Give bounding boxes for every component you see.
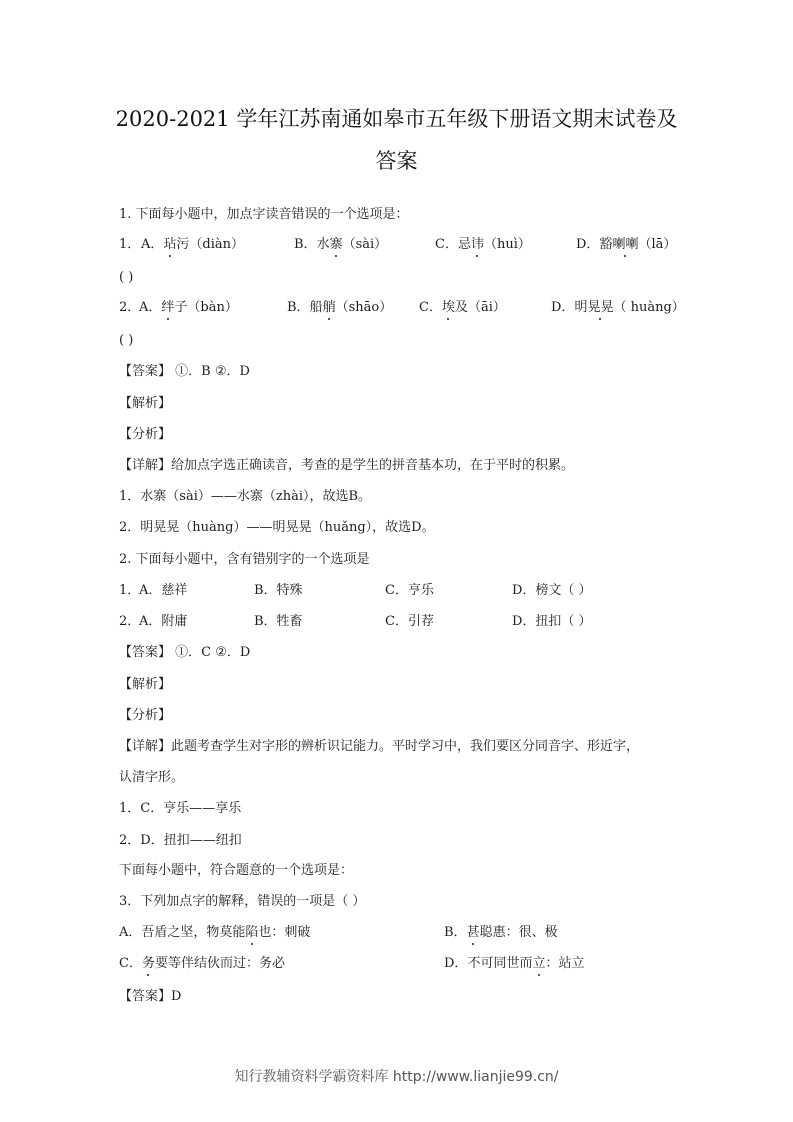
- q2-sub1-option-d: D．榜文（ ）: [512, 583, 592, 598]
- q1-explanation: 【详解】给加点字选正确读音，考查的是学生的拼音基本功，在于平时的积累。: [119, 458, 575, 473]
- q1-jiexi-label: 【解析】: [119, 396, 172, 411]
- dotted-char: 讳: [470, 237, 484, 252]
- q3-stem: 3．下列加点字的解释，错误的一项是（ ）: [119, 894, 366, 909]
- q1-sub2-answer-blank: ( ): [119, 333, 134, 348]
- q1-sub2-option-a: A．绊子（bàn）: [139, 300, 238, 315]
- q1-stem: 1. 下面每小题中，加点字读音错误的一个选项是：: [119, 207, 409, 222]
- q2-jiexi-label: 【解析】: [119, 677, 172, 692]
- q3-intro: 下面每小题中，符合题意的一个选项是：: [119, 863, 354, 878]
- dotted-char: 陷: [245, 925, 259, 940]
- q1-sub2-option-d: D．明晃晃（ huàng）: [551, 300, 685, 315]
- q2-sub2-option-a: A．附庸: [139, 614, 188, 629]
- q2-explanation-1: 【详解】此题考查学生对字形的辨析识记能力。平时学习中，我们要区分同音字、形近字，: [119, 739, 640, 754]
- q2-stem: 2. 下面每小题中，含有错别字的一个选项是: [119, 552, 370, 567]
- q1-sub1-num: 1．: [119, 237, 141, 252]
- q1-sub1-answer-blank: ( ): [119, 270, 134, 285]
- q2-fenxi-label: 【分析】: [119, 708, 172, 723]
- q3-answer: 【答案】D: [119, 989, 182, 1004]
- q2-sub1-num: 1．: [119, 583, 141, 598]
- q1-sub1-option-d: D．豁喇喇（lā）: [576, 237, 677, 252]
- q1-sub1-option-c: C．忌讳（huì）: [435, 237, 531, 252]
- q1-sub2-option-c: C．埃及（āi）: [419, 300, 506, 315]
- q3-option-d: D．不可同世而立：站立: [444, 956, 585, 971]
- q1-sub1-option-a: A．玷污（diàn）: [141, 237, 245, 252]
- footer-watermark: 知行教辅资料学霸资料库 http://www.lianjie99.cn/: [234, 1069, 559, 1085]
- q1-fenxi-label: 【分析】: [119, 427, 172, 442]
- q2-sub2-option-d: D．扭扣（ ）: [512, 614, 592, 629]
- q2-sub2-option-c: C．引荐: [385, 614, 434, 629]
- q1-detail-1: 1．水寨（sài）——水寨（zhài），故选B。: [119, 489, 372, 504]
- dotted-char: 晃晃: [587, 300, 614, 315]
- q3-option-b: B．甚聪惠：很、极: [444, 925, 558, 940]
- q2-sub1-option-c: C．亨乐: [385, 583, 434, 598]
- document-title-line1: 2020-2021 学年江苏南通如皋市五年级下册语文期末试卷及: [115, 107, 678, 131]
- document-title-line2: 答案: [375, 149, 418, 173]
- dotted-char: 艄: [322, 300, 336, 315]
- q2-sub2-option-b: B．牲畜: [254, 614, 303, 629]
- q2-sub1-option-a: A．慈祥: [139, 583, 188, 598]
- q2-detail-1: 1．C．亨乐——享乐: [119, 801, 242, 816]
- dotted-char: 寨: [329, 237, 343, 252]
- dotted-char: 玷: [163, 237, 177, 252]
- q2-explanation-2: 认清字形。: [119, 770, 185, 785]
- q3-option-a: A．吾盾之坚，物莫能陷也：刺破: [119, 925, 311, 940]
- q1-answer: 【答案】 ①．B ②．D: [119, 364, 250, 379]
- q1-sub2-num: 2．: [119, 300, 141, 315]
- q2-answer: 【答案】 ①．C ②．D: [119, 645, 251, 660]
- dotted-char: 务: [141, 956, 155, 971]
- q1-sub1-option-b: B．水寨（sài）: [294, 237, 388, 252]
- q2-sub1-option-b: B．特殊: [254, 583, 303, 598]
- dotted-char: 甚: [466, 925, 480, 940]
- dotted-char: 喇喇: [612, 237, 639, 252]
- q2-sub2-num: 2．: [119, 614, 141, 629]
- q3-option-c: C．务要等伴结伙而过：务必: [119, 956, 285, 971]
- dotted-char: 埃: [441, 300, 455, 315]
- dotted-char: 绊: [161, 300, 175, 315]
- q1-sub2-option-b: B．船艄（shāo）: [287, 300, 393, 315]
- q2-detail-2: 2．D．扭扣——纽扣: [119, 833, 242, 848]
- q1-detail-2: 2．明晃晃（huàng）——明晃晃（huǎng），故选D。: [119, 520, 435, 535]
- dotted-char: 立: [532, 956, 546, 971]
